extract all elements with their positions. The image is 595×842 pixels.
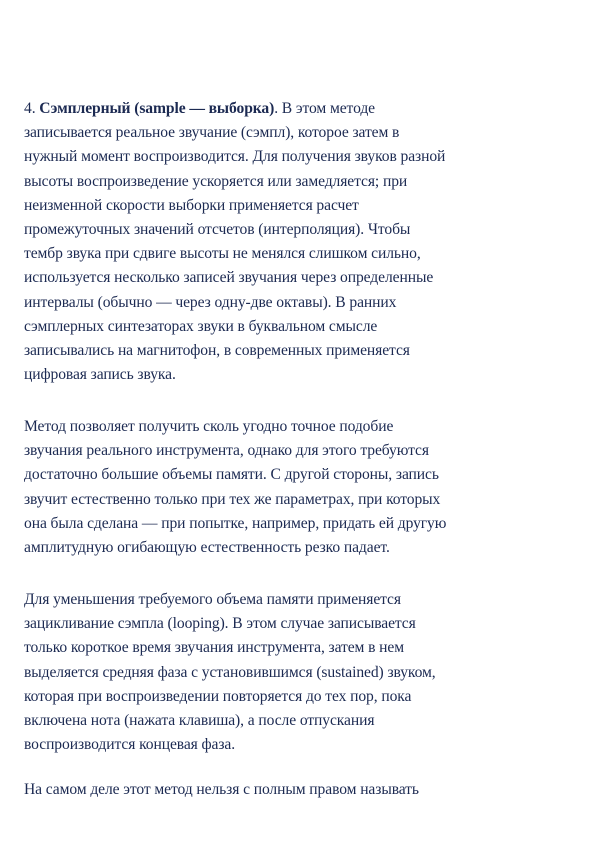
- text-line: промежуточных значений отсчетов (интерполяция). Чтобы: [24, 221, 411, 239]
- text-line: На самом деле этот метод нельзя с полным правом называть: [24, 781, 419, 798]
- text-line: записывались на магнитофон, в современных применяется: [24, 342, 410, 360]
- text-line: неизменной скорости выборки применяется расчет: [24, 196, 359, 214]
- text-line: воспроизводится концевая фаза.: [24, 736, 236, 754]
- text-line: выделяется средняя фаза с установившимся (sustained) звуком,: [24, 663, 436, 681]
- text-line: которая при воспроизведении повторяется до тех пор, пока: [24, 687, 412, 705]
- text-line: используется несколько записей звучания через определенные: [24, 269, 434, 287]
- section-heading: Сэмплерный (sample — выборка): [39, 100, 275, 117]
- paragraph-sampler-method: [24, 97, 572, 387]
- paragraph-looping: [24, 588, 572, 757]
- text-fragment: . В этом методе: [274, 100, 375, 117]
- text-line: звучания реального инструмента, однако для этого требуются: [24, 442, 429, 460]
- paragraph-method-pros-cons: [24, 415, 572, 560]
- paragraph-continuation: [24, 778, 572, 802]
- text-line: [24, 97, 572, 121]
- text-line: амплитудную огибающую естественность резко падает.: [24, 539, 390, 557]
- list-number: 4.: [24, 100, 40, 117]
- text-line: достаточно большие объемы памяти. С другой стороны, запись: [24, 466, 439, 484]
- text-line: записывается реальное звучание (сэмпл), которое затем в: [24, 124, 400, 142]
- text-line: цифровая запись звука.: [24, 366, 176, 384]
- text-line: сэмплерных синтезаторах звуки в буквальном смысле: [24, 317, 378, 335]
- text-line: нужный момент воспроизводится. Для получения звуков разной: [24, 148, 446, 166]
- text-line: только короткое время звучания инструмента, затем в нем: [24, 639, 405, 657]
- text-line: зацикливание сэмпла (looping). В этом случае записывается: [24, 615, 416, 633]
- text-line: она была сделана — при попытке, например, придать ей другую: [24, 514, 447, 532]
- text-line: звучит естественно только при тех же параметрах, при которых: [24, 490, 441, 508]
- text-line: включена нота (нажата клавиша), а после отпускания: [24, 712, 375, 730]
- text-line: высоты воспроизведение ускоряется или замедляется; при: [24, 172, 408, 190]
- text-line: Для уменьшения требуемого объема памяти применяется: [24, 591, 401, 608]
- text-line: интервалы (обычно — через одну-две октавы). В ранних: [24, 293, 397, 311]
- text-line: Метод позволяет получить сколь угодно точное подобие: [24, 418, 394, 435]
- text-line: тембр звука при сдвиге высоты не менялся слишком сильно,: [24, 245, 421, 263]
